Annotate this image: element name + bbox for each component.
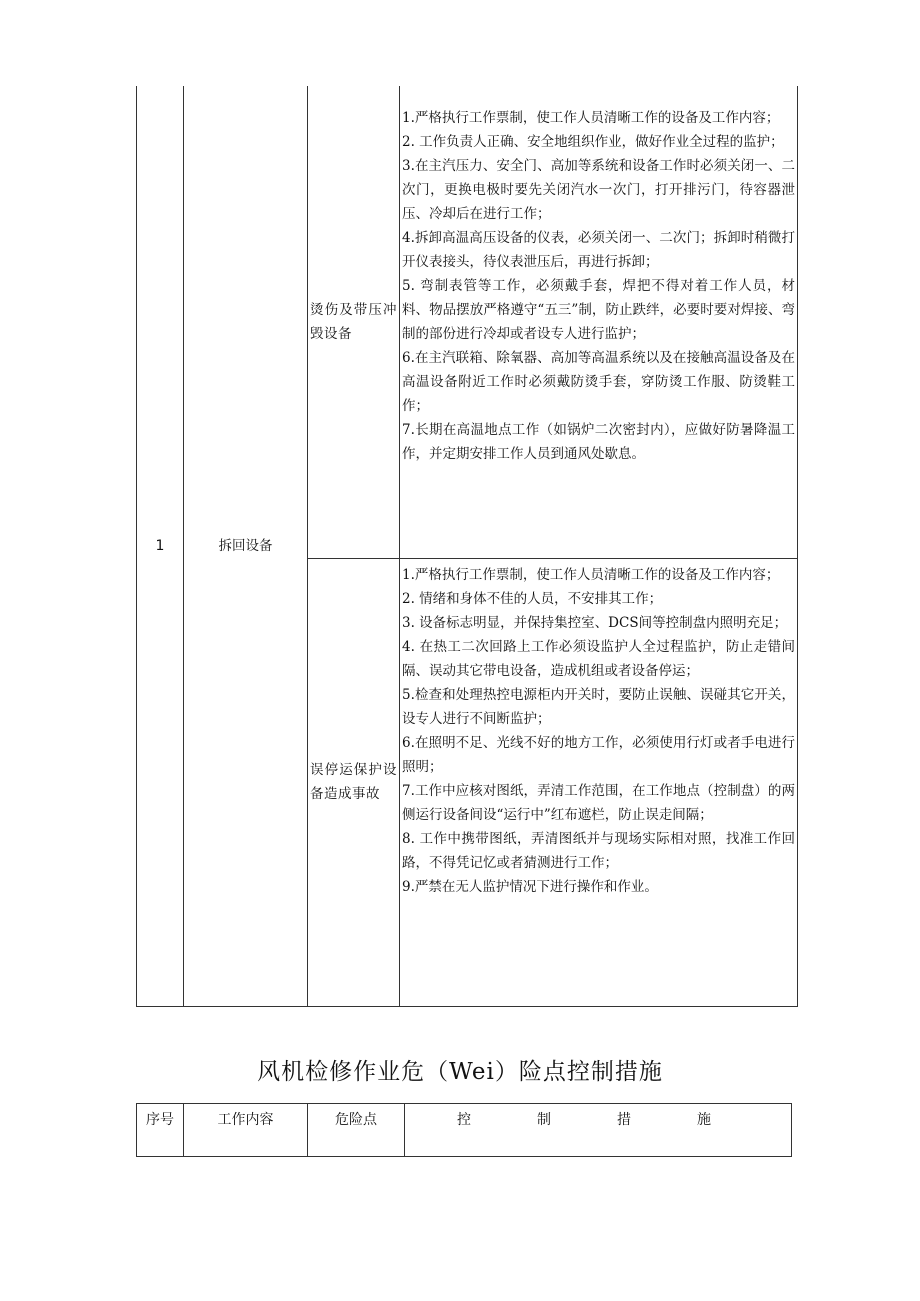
- header-measure-char: 施: [697, 1112, 711, 1128]
- header-serial-number: 序号: [137, 1104, 184, 1157]
- control-measures: [400, 558, 798, 1006]
- measure-item: 6.在主汽联箱、除氧器、高加等高温系统以及在接触高温设备及在高温设备附近工作时必须戴防烫手套，穿防烫工作服、防烫鞋工作；: [402, 350, 795, 414]
- measure-item: 5.检查和处理热控电源柜内开关时，要防止误触、误碰其它开关，设专人进行不间断监护；: [402, 686, 795, 727]
- risk-control-table: [136, 86, 798, 1007]
- measure-item: 2. 情绪和身体不佳的人员，不安排其工作；: [402, 590, 663, 607]
- measure-item: 9.严禁在无人监护情况下进行操作和作业。: [402, 878, 658, 895]
- measure-item: 6.在照明不足、光线不好的地方工作，必须使用行灯或者手电进行照明；: [402, 734, 795, 775]
- measure-item: 7.工作中应核对图纸，弄清工作范围，在工作地点（控制盘）的两侧运行设备间设“运行中”红布遮栏，防止误走间隔；: [402, 782, 795, 823]
- header-measure-char: 制: [537, 1112, 551, 1128]
- risk-point: 烫伤及带压冲毁设备: [308, 86, 400, 558]
- measure-item: 1.严格执行工作票制，使工作人员清晰工作的设备及工作内容；: [402, 566, 780, 583]
- measure-item: 3.在主汽压力、安全门、高加等系统和设备工作时必须关闭一、二次门，更换电极时要先关闭汽水一次门，打开排污门，待容器泄压、冷却后在进行工作；: [402, 158, 795, 222]
- measure-item: 7.长期在高温地点工作（如锅炉二次密封内），应做好防暑降温工作，并定期安排工作人员到通风处歇息。: [402, 422, 795, 462]
- measure-item: 4. 在热工二次回路上工作必须设监护人全过程监护，防止走错间隔、误动其它带电设备，造成机组或者设备停运；: [402, 638, 795, 679]
- header-risk-point: 危险点: [308, 1104, 405, 1157]
- table-header: [136, 1103, 792, 1157]
- risk-point: 误停运保护设备造成事故: [308, 558, 400, 1006]
- header-measure-char: 控: [457, 1112, 471, 1128]
- row-number: 1: [137, 86, 184, 1006]
- header-work-content: 工作内容: [184, 1104, 308, 1157]
- measure-item: 8. 工作中携带图纸，弄清图纸并与现场实际相对照，找准工作回路，不得凭记忆或者猜测进行工作；: [402, 830, 795, 871]
- measure-item: 3. 设备标志明显，并保持集控室、DCS间等控制盘内照明充足；: [402, 614, 788, 631]
- measure-item: 5. 弯制表管等工作，必须戴手套，焊把不得对着工作人员，材料、物品摆放严格遵守“五三”制，防止跌绊，必要时要对焊接、弯制的部份进行冷却或者设专人进行监护；: [402, 278, 795, 342]
- document-title: 风机检修作业危（Wei）险点控制措施: [257, 1059, 663, 1085]
- measure-item: 4.拆卸高温高压设备的仪表，必须关闭一、二次门；拆卸时稍微打开仪表接头，待仪表泄压后，再进行拆卸；: [402, 230, 795, 270]
- header-control-measures: [405, 1104, 792, 1157]
- work-content: 拆回设备: [184, 86, 308, 1006]
- measure-item: 1.严格执行工作票制，使工作人员清晰工作的设备及工作内容；: [402, 110, 780, 126]
- header-measure-char: 措: [617, 1112, 631, 1128]
- measure-item: 2. 工作负责人正确、安全地组织作业，做好作业全过程的监护；: [402, 134, 784, 150]
- control-measures: [400, 86, 798, 558]
